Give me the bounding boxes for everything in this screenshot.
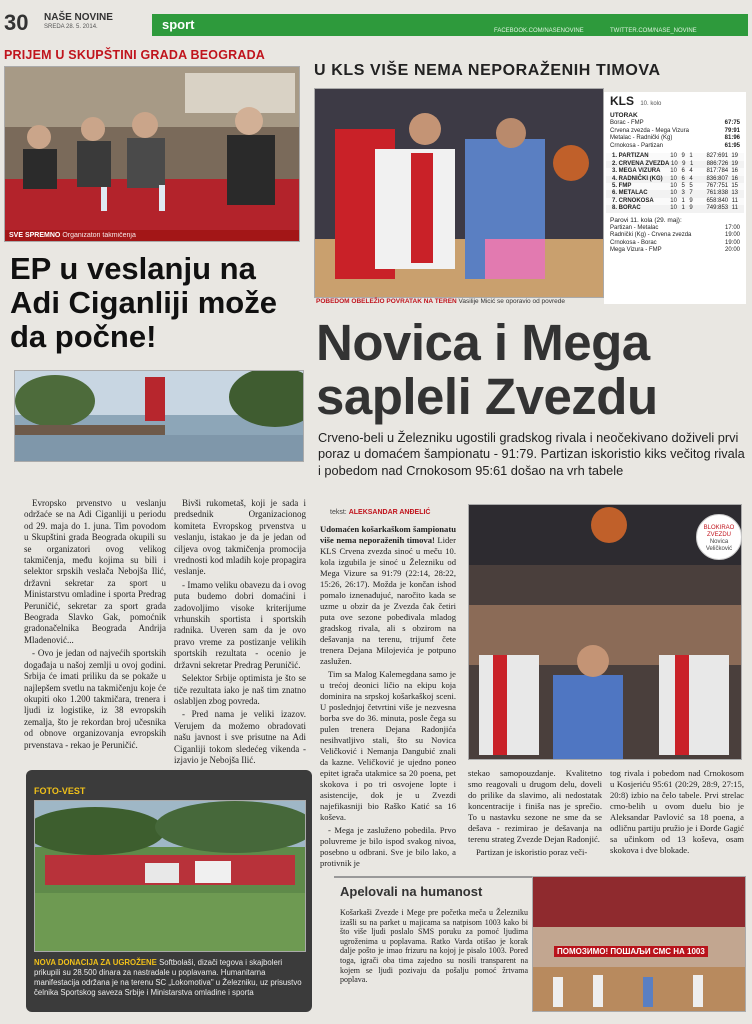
kls-standing-cell: 19 [731,160,738,167]
kls-standing-cell: 9 [682,160,686,167]
caption-text: Organizatori takmičenja [62,232,136,239]
kls-round: 10. kolo [640,101,662,107]
kls-standing-cell: 6 [681,168,685,175]
kls-score: 81:96 [724,135,740,142]
left-headline: EP u veslanju na Adi Ciganliji može da počne! [10,251,277,354]
donation-group-photo [34,800,306,952]
kls-standing-row [606,168,744,175]
kls-fixture-time: 19:00 [724,239,740,246]
appeal-photo [532,876,746,1012]
publication-date: SREDA 28. 5. 2014. [44,24,98,30]
kls-standing-cell: 19 [731,153,738,160]
kls-standing-cell: 5 [681,183,685,189]
caption-bold: SVE SPREMNO [9,232,61,239]
kls-match: Crvena zvezda - Mega Vizura [610,127,689,134]
kls-standing-cell: 4 [689,168,693,175]
kls-standing-cell: 886:726 [706,160,729,167]
left-column-1 [24,498,166,753]
kls-day-label: UTORAK [610,112,638,119]
right-column-b [468,768,602,860]
right-photo-caption [316,298,606,305]
kls-standing-row [606,153,744,160]
kls-standing-cell: 11 [731,205,738,212]
rowing-venue-photo [14,370,304,462]
kls-standings [604,153,746,212]
kls-standing-cell: 817:784 [706,168,729,175]
kls-standing-cell: 9 [689,197,693,204]
page-number: 30 [4,10,29,35]
badge-line-1: BLOKIRAO [703,525,735,531]
left-column-2 [174,498,306,768]
kls-standing-cell: 10 [670,168,677,175]
badge-line-2: ZVEZDU [707,532,731,538]
paragraph: Tim sa Malog Kalemegdana samo je u trećoj deonici ličio na ekipu koja dominira na srpskoj košarkaškoj sceni. U poslednjoj četvrtini više je nezvesna borba sve do 36. minuta, posle čega su pulen trenera Dejana Radonjića nesihvatljivo stali, što su Novica Veličković i Nemanja Dangubić znali da kazne. Veličković je ujedno poneo epitet igrača utakmice sa 20 poena, pet skokova i po tri osvojene lopte i asistencije, dok je u Zvezdi najefikasniji bio Raško Katić sa 16 koševa. [320,669,456,822]
paragraph: - Ovo je jedan od najvećih sportskih događaja u našoj zemlji u ovoj godini. Srbija će imati priliku da se pokaže u najlepšem svetlu na takmičenju koje će okupiti oko 1.200 takmičara, trenera i ljudi iz logistike, iz 38 evropskih zemalja, što je rekordan broj učesnika od obnove organizovanja evropskih prvenstava - rekao je Peruničić. [24,648,166,750]
kls-standing-cell: 10 [670,183,677,189]
kls-standing-cell: 761:838 [706,190,729,197]
kls-standing-row [606,183,744,190]
kls-standing-row [606,205,744,212]
right-lead: Crveno-beli u Železniku ugostili gradskog rivala i neočekivano doživeli prvi poraz u domaćem šampionatu - 91:79. Partizan iskoristio kiks večitog rivala i pobedom nad Crnokosom 95:61 došao na vrh tabele [318,430,745,478]
kls-standing-cell: 11 [731,197,738,204]
kls-result-row [604,128,746,136]
byline-name: ALEKSANDAR ANĐELIĆ [348,509,431,516]
kls-standing-cell: 10 [670,197,677,204]
paragraph: Lider KLS Crvena zvezda sinoć u meču 10. kola izgubila je sinoć u Železniku od Mega Vizure sa 91:79 (22:14, 28:22, 15:26, 26:17). Moždа je končan ishod pomalo iznenađujuć, naročito kada se uzme u obzir da je Zvezda čak četiri puta ove sezone pobeđivala mladog gradskog rivala, ali s obzirom na dešavanja na terenu, trijumf čete trenera Dejana Milojevića je potpuno zaslužen. [320,535,456,666]
press-photo-illustration [5,67,300,242]
kls-fixture: Radnički (Kg) - Crvena zvezda [610,232,692,239]
kls-title: KLS [610,94,634,108]
kls-fixture-row [604,225,746,233]
kls-fixture-row [604,247,746,255]
kls-standing-cell: 10 [670,205,677,212]
left-kicker: PRIJEM U SKUPŠTINI GRADA BEOGRADA [4,48,266,62]
paragraph: Bivši rukometaš, koji je sada i predsednik Organizacionog komiteta Evropskog prvenstva u veslanju, istakao je da je jedan od ciljeva ovog takmičenja promocija vrednosti kod mladih koje propagira veslanje. [174,498,306,577]
byline-label: tekst: [330,509,347,516]
kls-standing-cell: 9 [681,153,685,160]
kls-match: Crnokosa - Partizan [610,142,664,149]
kls-standing-cell: 658:840 [706,197,729,204]
appeal-photo-illustration [533,877,746,1012]
foto-vest-title: FOTO-VEST [34,786,86,796]
right-column-c [610,768,744,858]
kls-standing-cell: 1 [681,197,685,204]
kls-result-row [604,120,746,128]
caption-bold: NOVA DONACIJA ZA UGROŽENE [34,958,157,967]
twitter-link[interactable]: TWITTER.COM/NASE_NOVINE [610,28,697,34]
kls-standing-cell: 749:853 [706,205,729,212]
kls-standing-cell: 767:751 [706,183,729,189]
kls-table [604,92,746,304]
group-photo-illustration [35,801,306,952]
paragraph: Partizan je iskoristio poraz veči- [476,847,588,857]
kls-standing-row [606,198,744,205]
caption-text: Softbolaši, dizači tegova i skajboleri prikupili su 28.500 dinara za nastradale u poplavama. Humanitarna manifestacija održana je na terenu SC „Lokomotiva" u Železniku, uz prisustvo čelnika Sportskog saveza Srbije i Ministarstva omladine i sporta [34,958,302,997]
kls-standing-cell: 3 [681,190,685,197]
paragraph: Selektor Srbije optimista je što se tiče rezultata iako je naš tim znatno oslabljen zbog povreda. [174,673,306,706]
foto-vest-caption [34,958,306,998]
kls-fixture-row [604,232,746,240]
kls-fixture-time: 20:00 [724,247,740,254]
kls-standing-cell: 836:807 [706,175,729,182]
kls-table-title [604,92,746,108]
lead-bold: Udomaćen košarkaškom šampionatu više nema neporaženih timova! [320,524,456,545]
kls-standing-cell: 7 [689,190,693,197]
kls-standing-cell: 10 [670,175,677,182]
kls-fixture: Partizan - Metalac [610,224,659,231]
kls-standing-cell: 3. MEGA VIZURA [612,168,661,175]
press-photo-caption [5,230,300,241]
player-badge [696,514,742,560]
kls-standing-cell: 827:691 [706,153,729,160]
kls-standing-cell: 6. METALAC [612,190,648,197]
kls-standing-row [606,176,744,183]
kls-standing-row [606,161,744,168]
kls-standing-cell: 1. PARTIZAN [612,153,649,160]
kls-standing-row [606,190,744,197]
kls-standing-cell: 7. CRNOKOSA [612,197,654,204]
kls-score: 67:75 [724,120,740,126]
basketball-photo-illustration [315,89,604,298]
facebook-link[interactable]: FACEBOOK.COM/NASENOVINE [494,28,584,34]
basketball-action-photo [314,88,604,298]
kls-standing-cell: 13 [731,190,738,197]
kls-standing-cell: 16 [731,168,738,175]
kls-standing-cell: 16 [731,175,738,182]
kls-standing-cell: 15 [731,183,738,189]
kls-match: Metalac - Radnički (Kg) [610,135,673,142]
right-kicker: U KLS VIŠE NEMA NEPORAŽENIH TIMOVA [314,62,661,79]
kls-fixture: Crnokosa - Borac [610,239,657,246]
paragraph: stekao samopouzdanje. Kvalitetno smo reagovali u drugom delu, doveli do prilike da slavimo, ali nedostatak koncentracije i finiša nas je sprečio. To u nastavku sezone ne sme da se dešava - rezimirao je dešavanja na terenu strateg Zvezde Dejan Radonjić. [468,768,602,844]
kls-standing-cell: 1 [689,153,693,160]
caption-text: Vasilije Micić se oporavio od povrede [458,298,565,305]
paragraph: Evropsko prvenstvo u veslanju održaće se na Adi Ciganliji u periodu od 29. maja do 1. juna. Tim povodom u Skupštini grada Beograda okupili su se organizatori ovog velikog takmičenja, među kojima su bili i selektor srpskih veslača Nebojša Ilić, državni sekretar za sport u Ministarstvu omladine i sporta Predrag Peruničić, sekretar za sport grada Beograda Slavko Gak, pomoćnik gradonačelnika Beograda Andrija Mladenović... [24,498,166,645]
kls-next-fixtures [604,225,746,255]
kls-standing-cell: 10 [670,153,677,160]
byline [330,509,430,516]
paragraph: - Pred nama je veliki izazov. Verujem da možemo obradovati našu javnost i sve prisutne na Adi Ciganliji tokom sledećeg vikenda - izjavio je Nebojša Ilić. [174,709,306,765]
kls-result-row [604,135,746,143]
kls-standing-cell: 8. BORAC [612,205,641,212]
press-conference-photo [4,66,300,242]
right-column-a [320,524,456,871]
kls-standing-cell: 4. RADNIČKI (KG) [612,175,663,182]
kls-standing-cell: 5. FMP [612,183,632,189]
kls-match: Borac - FMP [610,120,644,126]
kls-standing-cell: 1 [689,160,694,167]
kls-standing-cell: 10 [671,160,678,167]
kls-standing-cell: 1 [681,205,685,212]
rowing-photo-illustration [15,371,304,462]
kls-fixture-time: 17:00 [724,224,740,231]
kls-standing-cell: 4 [689,175,693,182]
kls-fixture-row [604,240,746,248]
paragraph: - Imamo veliku obavezu da i ovog puta budemo dobri domaćini i zadovoljimo visoke kriterijume vrhunskih sportista i sportskih radnika. Uveren sam da je ovo pravo vreme za postizanje velikih sportskih rezultata - ocenio je državni sekretar Predrag Peruničić. [174,579,306,670]
appeal-banner: ПОМОЗИМО! ПОШАЉИ СМС НА 1003 [554,946,708,957]
kls-standing-cell: 5 [689,183,693,189]
paragraph: tog rivala i pobedom nad Crnokosom u Kosjeriću 95:61 (20:29, 28:9, 27:15, 20:8) izbio na čelo tabele. Prvi strelac crno-belih u ovom duelu bio je Aleksandar Pavlović sa 18 poena, a odličnu partiju pružio je i Đorđe Gagić sa učinkom od 13 koševa, osam skokova i dve blokade. [610,768,744,855]
appeal-text: Košarkaši Zvezde i Mege pre početka meča u Železniku izašli su na parket u majicama sa natpisom 1003 kako bi što više ljudi poslalo SMS poruku za pomoć ljudima ugroženima u poplavama. Ratko Varda otišao je korak dalje pošto je imao frizuru na kojoj je pisalo 1003. Pored toga, igrači oba tima zajedno su nosili transparent na kojem se ljudi pozivaju da pošalju pomoć žrtvama poplava. [340,908,528,985]
masthead: NAŠE NOVINE [44,12,113,23]
section-label: sport [162,17,195,32]
kls-standing-cell: 6 [681,175,685,182]
right-headline: Novica i Mega sapleli Zvezdu [316,314,658,425]
appeal-title: Apelovali na humanost [340,884,483,899]
badge-player-name: Novica Veličković [705,539,733,552]
kls-score: 61:95 [724,142,740,149]
kls-standing-cell: 9 [689,205,693,212]
paragraph: - Mega je zasluženo pobedila. Prvo poluvreme je bilo ispod svakog nivoa, posebno u odbrani. Sve je bilo lako, a protivnik je [320,825,456,868]
kls-fixture: Mega Vizura - FMP [610,247,662,254]
kls-score: 79:91 [724,127,740,134]
kls-fixture-time: 19:00 [724,232,740,239]
caption-bold: POBEDOM OBELEŽIO POVRATAK NA TEREN [316,298,457,305]
kls-results [604,120,746,150]
kls-standing-cell: 10 [670,190,677,197]
kls-next-label: Parovi 11. kola (29. maj): [610,216,682,224]
kls-result-row [604,143,746,151]
kls-standing-cell: 2. CRVENA ZVEZDA [612,160,670,167]
